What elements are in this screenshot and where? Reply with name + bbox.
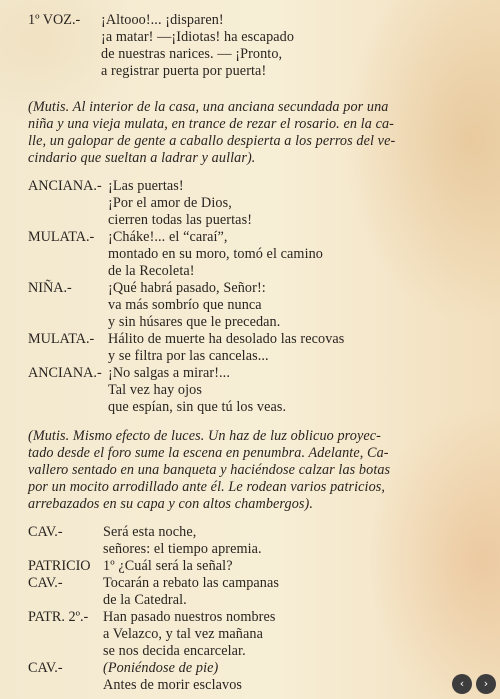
speaker-label: PATRICIO	[28, 558, 91, 574]
dialog-line: ¡Altooo!... ¡disparen!	[101, 12, 224, 28]
dialog-line: señores: el tiempo apremia.	[103, 541, 262, 557]
dialog-line: ¡Qué habrá pasado, Señor!:	[108, 280, 266, 296]
dialog-line: de la Catedral.	[103, 592, 187, 608]
speaker-label: MULATA.-	[28, 331, 95, 347]
dialog-line: ¡No salgas a mirar!...	[108, 365, 230, 381]
speaker-label: PATR. 2º.-	[28, 609, 89, 625]
stage-direction-line: vallero sentado en una banqueta y haciéndose calzar las botas	[28, 462, 391, 478]
dialog-line: a Velazco, y tal vez mañana	[103, 626, 263, 642]
dialog-line: de nuestras narices. — ¡Pronto,	[101, 46, 283, 62]
speaker-label: CAV.-	[28, 660, 63, 676]
dialog-line: montado en su moro, tomó el camino	[108, 246, 323, 262]
next-page-button[interactable]	[476, 674, 496, 694]
stage-direction-line: arrebazados en su capa y con altos chambergos).	[28, 496, 313, 512]
speaker-label: MULATA.-	[28, 229, 95, 245]
dialog-line: ¡Las puertas!	[108, 178, 184, 194]
dialog-line: se nos decida encarcelar.	[103, 643, 246, 659]
chevron-right-icon: ›	[483, 677, 489, 690]
dialog-line: cierren todas las puertas!	[108, 212, 253, 228]
speaker-label: ANCIANA.-	[28, 365, 102, 381]
dialog-line: va más sombrío que nunca	[108, 297, 262, 313]
dialog-line: a registrar puerta por puerta!	[101, 63, 267, 79]
stage-direction-line: (Mutis. Mismo efecto de luces. Un haz de luz oblicuo proyec-	[28, 428, 381, 444]
speaker-label: CAV.-	[28, 575, 63, 591]
dialog-line: Hálito de muerte ha desolado las recovas	[108, 331, 345, 347]
stage-direction-line: lle, un galopar de gente a caballo despierta a los perros del ve-	[28, 133, 396, 149]
dialog-line: Antes de morir esclavos	[103, 677, 243, 693]
dialog-line: Han pasado nuestros nombres	[103, 609, 276, 625]
dialog-line: Tal vez hay ojos	[108, 382, 202, 398]
dialog-line: de la Recoleta!	[108, 263, 195, 279]
dialog-line: y se filtra por las cancelas...	[108, 348, 269, 364]
stage-direction-line: cindario que sueltan a ladrar y aullar).	[28, 150, 256, 166]
speaker-label: ANCIANA.-	[28, 178, 102, 194]
dialog-line: y sin húsares que le precedan.	[108, 314, 281, 330]
stage-direction-line: niña y una vieja mulata, en trance de rezar el rosario. en la ca-	[28, 116, 394, 132]
stage-direction-line: (Mutis. Al interior de la casa, una anciana secundada por una	[28, 99, 389, 115]
stage-direction-inline: (Poniéndose de pie)	[103, 660, 219, 676]
speaker-label: CAV.-	[28, 524, 63, 540]
dialog-line: Tocarán a rebato las campanas	[103, 575, 280, 591]
dialog-line: ¡Por el amor de Dios,	[108, 195, 232, 211]
chevron-left-icon: ‹	[459, 677, 465, 690]
dialog-line: que espían, sin que tú los veas.	[108, 399, 287, 415]
stage-direction-line: por un mocito arrodillado ante él. Le rodean varios patricios,	[28, 479, 386, 495]
speaker-label: 1º VOZ.-	[28, 12, 81, 28]
dialog-line: ¡a matar! —¡Idiotas! ha escapado	[101, 29, 295, 45]
prev-page-button[interactable]	[452, 674, 472, 694]
stage-direction-line: tado desde el foro sume la escena en penumbra. Adelante, Ca-	[28, 445, 389, 461]
dialog-line: Será esta noche,	[103, 524, 197, 540]
speaker-label: NIÑA.-	[28, 280, 72, 296]
dialog-line: ¡Cháke!... el “caraí”,	[108, 229, 228, 245]
dialog-line: 1º ¿Cuál será la señal?	[103, 558, 233, 574]
